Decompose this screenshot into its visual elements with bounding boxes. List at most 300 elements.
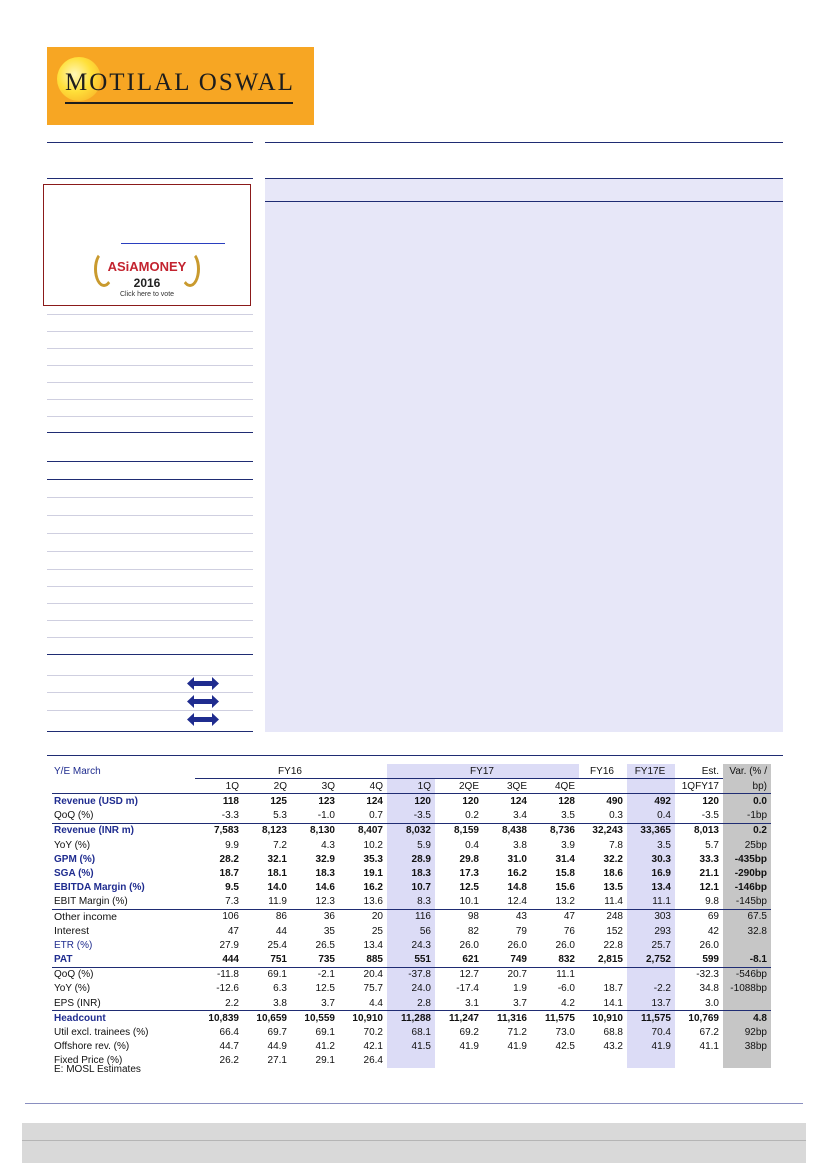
left-rule: [47, 515, 253, 516]
row-value: -8.1: [723, 952, 771, 967]
row-value: 67.5: [723, 909, 771, 924]
row-value: 13.5: [603, 882, 623, 894]
row-value: 24.3: [387, 938, 435, 952]
row-value: 25.7: [627, 938, 675, 952]
row-value: 10,559: [304, 1012, 335, 1024]
subheader-cell: 1Q: [225, 780, 239, 792]
row-value: 69.7: [267, 1026, 287, 1038]
row-value: 41.9: [627, 1040, 675, 1054]
row-value: 41.2: [315, 1041, 335, 1053]
row-value: 0.2: [465, 810, 479, 822]
row-value: 10,910: [352, 1012, 383, 1024]
row-value: [483, 1054, 531, 1068]
row-value: -1bp: [723, 809, 771, 824]
row-value: -3.5: [701, 810, 719, 822]
subheader-cell: 3Q: [321, 780, 335, 792]
left-rule: [47, 365, 253, 366]
table-row: [52, 938, 771, 952]
subheader-cell: [52, 779, 195, 794]
row-value: 490: [606, 795, 623, 807]
row-value: 3.7: [513, 997, 527, 1009]
row-value: 10,839: [208, 1012, 239, 1024]
table-row: [52, 1011, 771, 1026]
row-value: 32.2: [603, 853, 623, 865]
left-rule: [47, 569, 253, 570]
row-value: 3.5: [627, 838, 675, 852]
row-value: 6.3: [273, 983, 287, 995]
row-value: 303: [627, 909, 675, 924]
row-value: [579, 1054, 627, 1068]
asiamoney-award-banner[interactable]: [43, 184, 251, 306]
row-value: 599: [702, 954, 719, 966]
row-value: 444: [222, 954, 239, 966]
row-value: [723, 1054, 771, 1068]
neutral-arrow-icon: [187, 695, 219, 708]
row-value: 2,752: [627, 952, 675, 967]
row-value: 25.4: [267, 939, 287, 951]
table-row: [52, 823, 771, 838]
row-value: 27.9: [219, 939, 239, 951]
row-value: 28.9: [387, 852, 435, 866]
row-value: 68.1: [387, 1025, 435, 1039]
row-value: 33,365: [627, 823, 675, 838]
row-value: 4.8: [723, 1011, 771, 1026]
row-value: 27.1: [267, 1055, 287, 1067]
row-value: 41.5: [387, 1040, 435, 1054]
row-value: 11,288: [387, 1011, 435, 1026]
table-row: [52, 952, 771, 967]
row-value: [435, 1054, 483, 1068]
row-value: 10.2: [363, 839, 383, 851]
row-value: 18.3: [387, 866, 435, 880]
row-value: 36: [323, 911, 335, 923]
left-rule: [47, 620, 253, 621]
row-value: 86: [275, 911, 287, 923]
table-row: [52, 852, 771, 866]
row-value: 11.1: [627, 895, 675, 910]
table-row: [52, 909, 771, 924]
row-value: 29.8: [459, 853, 479, 865]
row-value: 76: [563, 925, 575, 937]
row-value: 2,815: [597, 954, 623, 966]
row-value: 41.1: [699, 1041, 719, 1053]
row-value: [627, 1054, 675, 1068]
row-value: 98: [467, 911, 479, 923]
row-value: 13.2: [555, 896, 575, 908]
row-value: 1.9: [513, 983, 527, 995]
row-value: 11.1: [556, 969, 575, 981]
table-row: [52, 895, 771, 910]
row-value: 9.8: [705, 896, 719, 908]
row-value: 11.4: [604, 896, 623, 908]
row-value: 56: [387, 924, 435, 938]
row-value: 8,032: [387, 823, 435, 838]
panel-header-rule: [265, 201, 783, 202]
row-value: 248: [606, 911, 623, 923]
row-value: 20.4: [363, 969, 383, 981]
row-value: 12.5: [315, 983, 335, 995]
row-value: 10,659: [256, 1012, 287, 1024]
row-value: 9.9: [225, 839, 239, 851]
row-value: 92bp: [723, 1025, 771, 1039]
row-value: 832: [558, 954, 575, 966]
header-fy17: FY17: [387, 764, 579, 779]
row-value: 0.0: [723, 794, 771, 809]
left-subheader-rule: [47, 178, 253, 179]
row-value: 32.9: [315, 853, 335, 865]
row-value: 69.2: [459, 1026, 479, 1038]
header-variance: Var. (% /: [723, 764, 771, 779]
row-label: EBIT Margin (%): [54, 896, 128, 908]
header-ye-march: Y/E March: [54, 765, 101, 777]
table-subheader-row: [52, 779, 771, 794]
row-value: 75.7: [363, 983, 383, 995]
row-value: -290bp: [723, 866, 771, 880]
table-row: [52, 881, 771, 895]
left-rule: [47, 348, 253, 349]
row-value: 25bp: [723, 838, 771, 852]
row-value: 106: [222, 911, 239, 923]
row-value: 16.2: [363, 882, 383, 894]
row-value: 3.0: [705, 997, 719, 1009]
row-value: 26.2: [219, 1055, 239, 1067]
row-value: 33.3: [699, 853, 719, 865]
table-row: [52, 1054, 771, 1068]
row-value: 10,769: [688, 1012, 719, 1024]
neutral-arrow-icon: [187, 677, 219, 690]
row-value: 120: [702, 795, 719, 807]
row-value: 24.0: [387, 982, 435, 996]
row-value: 21.1: [699, 867, 719, 879]
row-label: YoY (%): [54, 839, 91, 851]
row-value: 15.8: [555, 867, 575, 879]
row-value: 5.3: [273, 810, 287, 822]
row-value: 9.5: [225, 882, 239, 894]
row-value: 10.1: [459, 896, 479, 908]
row-value: 3.7: [321, 997, 335, 1009]
row-value: 10.7: [387, 881, 435, 895]
row-value: 20: [371, 911, 383, 923]
subheader-cell: [627, 779, 675, 794]
row-value: 44: [275, 925, 287, 937]
row-value: [675, 1054, 723, 1068]
award-year: 2016: [133, 276, 161, 290]
row-value: 7,583: [213, 825, 239, 837]
summary-panel: [265, 178, 783, 732]
row-value: 69: [707, 911, 719, 923]
row-value: 26.5: [315, 939, 335, 951]
row-value: 5.9: [387, 838, 435, 852]
row-value: 125: [270, 795, 287, 807]
row-value: 66.4: [219, 1026, 239, 1038]
row-value: -12.6: [216, 983, 239, 995]
row-value: 8,438: [501, 825, 527, 837]
logo-underline: [65, 102, 293, 104]
row-value: 34.8: [699, 983, 719, 995]
row-value: 749: [510, 954, 527, 966]
subheader-cell: bp): [723, 779, 771, 794]
row-value: 2.8: [387, 996, 435, 1011]
row-value: 124: [366, 795, 383, 807]
footer-rule: [25, 1103, 803, 1104]
row-value: 4.4: [369, 997, 383, 1009]
row-value: 32.8: [723, 924, 771, 938]
row-value: 42.1: [363, 1041, 383, 1053]
row-label: QoQ (%): [54, 969, 94, 981]
row-value: 82: [467, 925, 479, 937]
row-label: Interest: [54, 925, 90, 938]
row-value: 29.1: [315, 1055, 335, 1067]
row-label: Revenue (INR m): [54, 825, 135, 837]
row-value: 8,130: [309, 825, 335, 837]
left-bottom-rule: [47, 731, 253, 732]
row-value: 15.6: [555, 882, 575, 894]
row-value: 26.0: [459, 939, 479, 951]
row-value: 123: [318, 795, 335, 807]
subheader-cell: [579, 779, 627, 794]
left-rule: [47, 692, 253, 693]
row-value: 3.8: [513, 839, 527, 851]
row-value: -145bp: [723, 895, 771, 910]
row-value: 14.8: [507, 882, 527, 894]
left-rule: [47, 533, 253, 534]
left-rule: [47, 331, 253, 332]
row-value: 11,575: [544, 1012, 575, 1024]
row-value: 8,013: [693, 825, 719, 837]
row-value: 4.2: [561, 997, 575, 1009]
left-section-rule: [47, 461, 253, 462]
row-value: 5.7: [705, 839, 719, 851]
left-rule: [47, 603, 253, 604]
row-value: 42: [707, 925, 719, 937]
row-value: 70.2: [363, 1026, 383, 1038]
row-value: 13.4: [627, 881, 675, 895]
row-value: 11,247: [448, 1012, 479, 1024]
row-value: 18.1: [267, 867, 287, 879]
row-value: 12.4: [507, 896, 527, 908]
left-section-rule: [47, 432, 253, 433]
row-value: 73.0: [555, 1026, 575, 1038]
row-value: 44.9: [267, 1041, 287, 1053]
row-value: 16.2: [507, 867, 527, 879]
row-value: 69.1: [315, 1026, 335, 1038]
table-header-row: [52, 764, 771, 779]
row-label: ETR (%): [54, 939, 93, 951]
row-value: 8,736: [549, 825, 575, 837]
row-value: 26.0: [555, 939, 575, 951]
row-value: 293: [627, 924, 675, 938]
row-value: 67.2: [699, 1026, 719, 1038]
row-value: -546bp: [723, 967, 771, 982]
row-value: 13.6: [363, 896, 383, 908]
row-value: 3.1: [465, 997, 479, 1009]
row-value: -435bp: [723, 852, 771, 866]
row-value: 43.2: [603, 1041, 623, 1053]
row-value: 32,243: [592, 825, 623, 837]
table-row: [52, 794, 771, 809]
row-value: 47: [227, 925, 239, 937]
row-label: Revenue (USD m): [54, 795, 138, 807]
row-value: 47: [563, 911, 575, 923]
row-value: 120: [462, 795, 479, 807]
row-value: 120: [387, 794, 435, 809]
row-value: 18.6: [603, 867, 623, 879]
row-value: 14.6: [315, 882, 335, 894]
row-value: 25: [371, 925, 383, 937]
row-value: [627, 967, 675, 982]
row-label: EBITDA Margin (%): [54, 882, 145, 894]
row-value: -3.5: [387, 809, 435, 824]
row-value: 0.4: [627, 809, 675, 824]
row-value: 28.2: [219, 853, 239, 865]
row-value: 124: [510, 795, 527, 807]
row-value: -1088bp: [723, 982, 771, 996]
row-value: 8,123: [261, 825, 287, 837]
row-value: 41.9: [459, 1041, 479, 1053]
table-footnote: E: MOSL Estimates: [54, 1064, 141, 1075]
row-value: 26.0: [699, 939, 719, 951]
table-row: [52, 982, 771, 996]
row-value: 11,316: [496, 1012, 527, 1024]
row-value: 7.2: [273, 839, 287, 851]
row-value: 735: [318, 954, 335, 966]
row-value: 38bp: [723, 1040, 771, 1054]
row-value: 13.4: [363, 939, 383, 951]
row-value: 118: [222, 795, 239, 807]
row-value: 20.7: [507, 969, 527, 981]
row-value: 3.9: [561, 839, 575, 851]
row-value: 68.8: [603, 1026, 623, 1038]
row-value: 71.2: [507, 1026, 527, 1038]
row-value: 18.7: [219, 867, 239, 879]
row-value: 41.9: [507, 1041, 527, 1053]
row-value: 35: [323, 925, 335, 937]
neutral-arrow-icon: [187, 713, 219, 726]
row-label: Headcount: [54, 1012, 106, 1024]
row-label: Offshore rev. (%): [54, 1041, 130, 1053]
table-row: [52, 996, 771, 1011]
row-value: 35.3: [363, 853, 383, 865]
row-value: 30.3: [627, 852, 675, 866]
row-value: 7.3: [225, 896, 239, 908]
table-row: [52, 1040, 771, 1054]
header-est: Est.: [675, 764, 723, 779]
row-value: 8.3: [387, 895, 435, 910]
subheader-cell: 2QE: [458, 780, 479, 792]
row-value: 751: [270, 954, 287, 966]
left-rule: [47, 551, 253, 552]
row-value: -17.4: [456, 983, 479, 995]
row-label: YoY (%): [54, 983, 91, 995]
table-row: [52, 838, 771, 852]
row-value: 2.2: [225, 997, 239, 1009]
row-label: GPM (%): [54, 853, 96, 865]
left-rule: [47, 314, 253, 315]
row-value: 18.7: [603, 983, 623, 995]
row-value: 79: [515, 925, 527, 937]
row-value: 43: [515, 911, 527, 923]
row-value: 17.3: [459, 867, 479, 879]
left-rule: [47, 416, 253, 417]
row-value: 42.5: [555, 1041, 575, 1053]
row-value: -2.1: [317, 969, 335, 981]
row-value: [531, 1054, 579, 1068]
row-value: -146bp: [723, 881, 771, 895]
row-value: 26.0: [507, 939, 527, 951]
row-value: 11,575: [627, 1011, 675, 1026]
subheader-cell: 1Q: [387, 779, 435, 794]
left-header-rule: [47, 142, 253, 143]
row-label: QoQ (%): [54, 810, 94, 822]
row-value: 12.5: [459, 882, 479, 894]
row-value: 19.1: [363, 867, 383, 879]
row-value: -11.8: [216, 969, 239, 981]
row-value: 7.8: [609, 839, 623, 851]
left-rule: [47, 675, 253, 676]
row-value: -6.0: [557, 983, 575, 995]
footer-divider: [22, 1140, 806, 1141]
row-value: 3.8: [273, 997, 287, 1009]
row-label: EPS (INR): [54, 997, 101, 1009]
footer-bar: [22, 1123, 806, 1163]
table-row: [52, 866, 771, 880]
row-value: 14.0: [267, 882, 287, 894]
row-value: 10,910: [592, 1012, 623, 1024]
left-rule: [47, 399, 253, 400]
row-value: 128: [558, 795, 575, 807]
row-value: 8,159: [453, 825, 479, 837]
row-value: 3.5: [561, 810, 575, 822]
row-value: 12.1: [699, 882, 719, 894]
row-value: 0.2: [723, 823, 771, 838]
row-value: 70.4: [627, 1025, 675, 1039]
header-fy16-annual: FY16: [579, 764, 627, 779]
row-value: 69.1: [267, 969, 287, 981]
left-section-rule: [47, 479, 253, 480]
right-header-rule: [265, 142, 783, 143]
row-value: 621: [462, 954, 479, 966]
left-rule: [47, 382, 253, 383]
row-label: Fixed Price (%): [54, 1055, 123, 1067]
row-value: 116: [387, 909, 435, 924]
row-value: 14.1: [603, 997, 623, 1009]
left-rule: [47, 710, 253, 711]
table-top-rule: [47, 755, 783, 756]
vote-link[interactable]: Click here to vote: [119, 291, 175, 298]
table-row: [52, 967, 771, 982]
row-value: [723, 938, 771, 952]
row-value: 18.3: [315, 867, 335, 879]
award-link-underline[interactable]: [121, 243, 225, 244]
row-value: 44.7: [219, 1041, 239, 1053]
motilal-oswal-logo: [47, 47, 314, 125]
header-fy16: FY16: [195, 764, 387, 779]
subheader-cell: 3QE: [506, 780, 527, 792]
row-value: 32.1: [267, 853, 287, 865]
row-label: Util excl. trainees (%): [54, 1026, 149, 1038]
row-value: 8,407: [357, 825, 383, 837]
row-value: 13.7: [627, 996, 675, 1011]
left-rule: [47, 637, 253, 638]
row-label: Other income: [54, 910, 118, 923]
row-value: [387, 1054, 435, 1068]
table-row: [52, 924, 771, 938]
row-value: [579, 967, 627, 982]
row-value: 4.3: [321, 839, 335, 851]
award-brand: ASiAMONEY: [107, 259, 187, 274]
row-value: 26.4: [363, 1055, 383, 1067]
row-value: [723, 996, 771, 1011]
